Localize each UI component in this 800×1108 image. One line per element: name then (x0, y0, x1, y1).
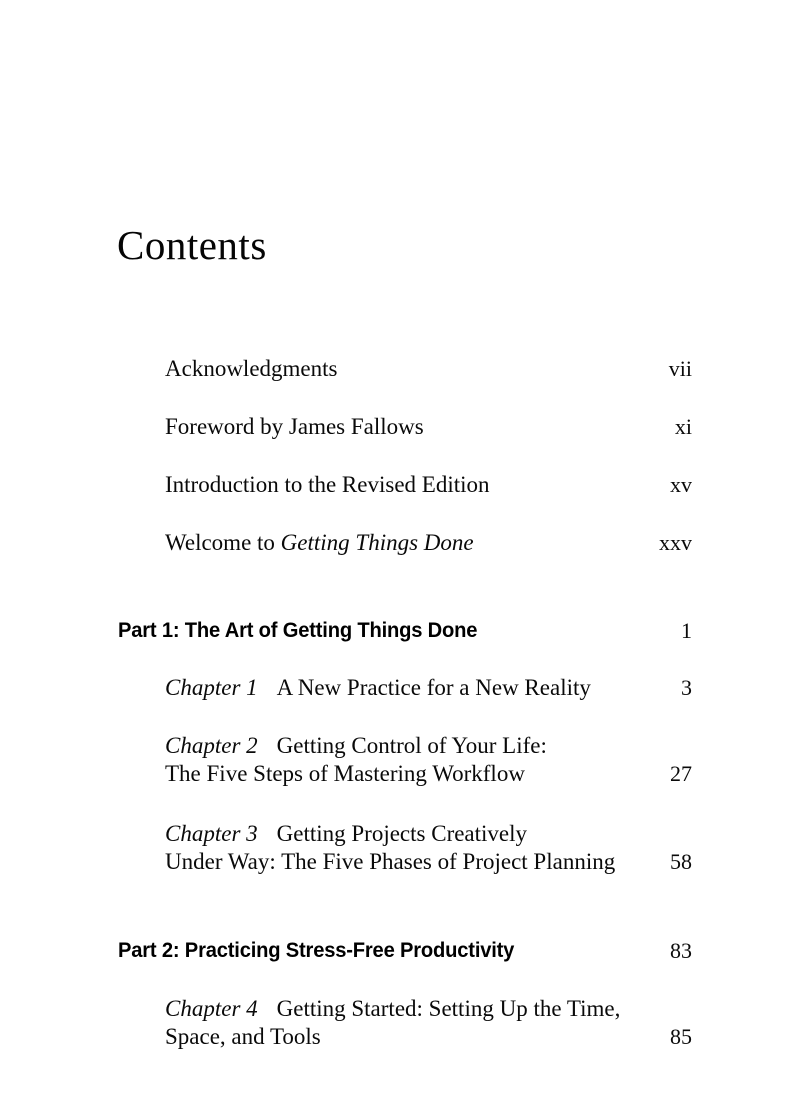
toc-entry-label (165, 529, 645, 557)
toc-entry-book-title: Getting Things Done (280, 530, 474, 555)
chapter-title-text: A New Practice for a New Reality (276, 675, 591, 700)
toc-entry-label (165, 471, 656, 499)
toc-entry-text: Foreword by James Fallows (165, 414, 424, 439)
chapter-number-label: Chapter 3 (165, 821, 258, 846)
chapter-title-text: Getting Started: Setting Up the Time, (276, 996, 621, 1021)
toc-entry-label (165, 413, 661, 441)
toc-entry-label (165, 355, 655, 383)
toc-entry-text: Acknowledgments (165, 356, 338, 381)
toc-entry-chapter-4[interactable] (165, 995, 692, 1051)
toc-entry-label (165, 995, 656, 1051)
toc-part-page-number: 83 (670, 938, 692, 963)
toc-entry-page-number: 85 (670, 1024, 692, 1049)
chapter-title-text-line2: The Five Steps of Mastering Workflow (165, 761, 525, 786)
toc-part-label: Part 2: Practicing Stress-Free Productivity (118, 939, 515, 962)
toc-entry-welcome[interactable] (165, 529, 692, 557)
toc-entry-label (165, 820, 656, 876)
toc-entry-chapter-2[interactable] (165, 732, 692, 788)
toc-part-heading-1[interactable] (118, 617, 692, 645)
toc-entry-page-number: xxv (659, 530, 692, 555)
toc-entry-page-number: xv (670, 472, 692, 497)
toc-entry-label (165, 674, 667, 702)
toc-part-heading-2[interactable] (118, 937, 692, 965)
toc-entry-chapter-1[interactable] (165, 674, 692, 702)
toc-entry-page-number: 27 (670, 761, 692, 786)
chapter-title-text: Getting Projects Creatively (276, 821, 528, 846)
toc-entry-acknowledgments[interactable] (165, 355, 692, 383)
toc-entry-chapter-3[interactable] (165, 820, 692, 876)
toc-entry-page-number: xi (674, 414, 692, 439)
chapter-title-text-line2: Space, and Tools (165, 1024, 321, 1049)
chapter-title-text: Getting Control of Your Life: (276, 733, 547, 758)
toc-entry-page-number: 3 (681, 675, 692, 700)
toc-entry-label (165, 732, 656, 788)
chapter-number-label: Chapter 2 (165, 733, 258, 758)
toc-entry-page-number: vii (668, 356, 692, 381)
toc-entry-introduction[interactable] (165, 471, 692, 499)
chapter-number-label: Chapter 1 (165, 675, 258, 700)
toc-entry-page-number: 58 (670, 849, 692, 874)
toc-entry-text: Introduction to the Revised Edition (165, 472, 490, 497)
chapter-title-text-line2: Under Way: The Five Phases of Project Planning (165, 849, 616, 874)
page-title: Contents (117, 222, 267, 269)
toc-part-label: Part 1: The Art of Getting Things Done (118, 619, 478, 642)
toc-part-page-number: 1 (681, 618, 692, 643)
toc-entry-foreword[interactable] (165, 413, 692, 441)
chapter-number-label: Chapter 4 (165, 996, 258, 1021)
toc-entry-text: Welcome to (165, 530, 281, 555)
